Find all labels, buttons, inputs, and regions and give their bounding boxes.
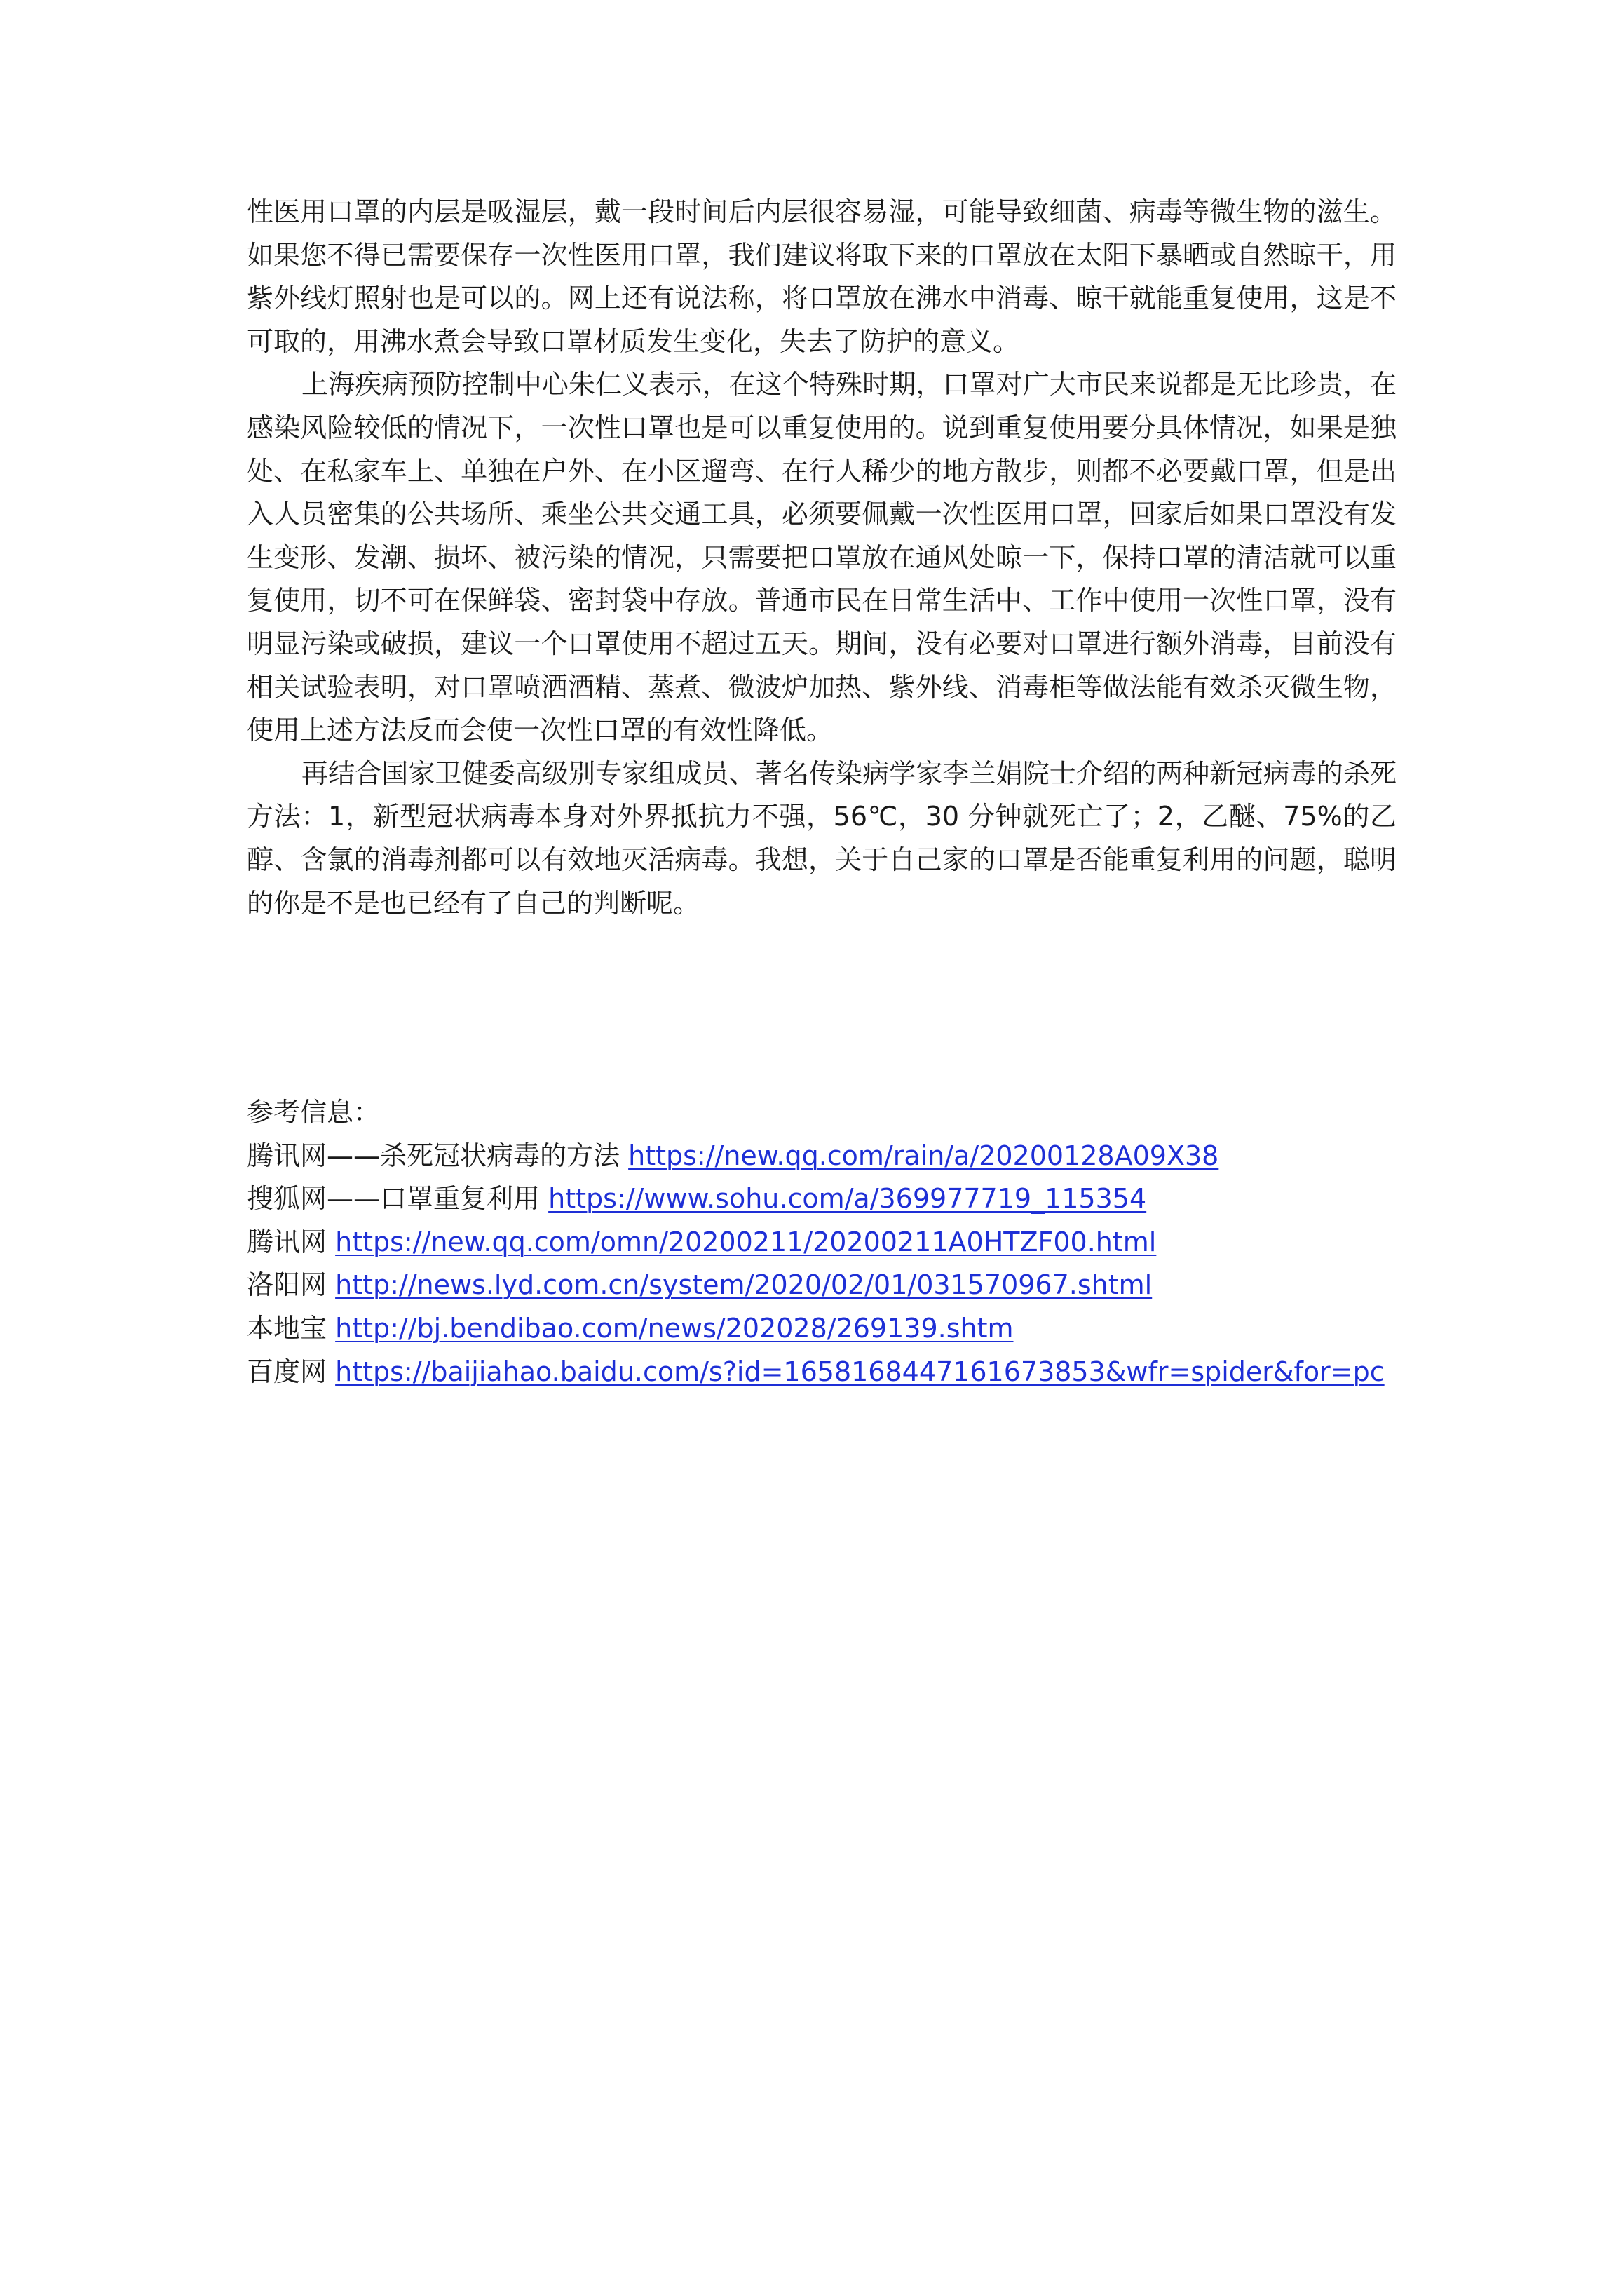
paragraph-mask-drying: 性医用口罩的内层是吸湿层，戴一段时间后内层很容易湿，可能导致细菌、病毒等微生物的滋生。如果您不得已需要保存一次性医用口罩，我们建议将取下来的口罩放在太阳下暴晒或自然晾干，用紫外线灯照射也是可以的。网上还有说法称，将口罩放在沸水中消毒、晾干就能重复使用，这是不可取的，用沸水煮会导致口罩材质发生变化，失去了防护的意义。 [247,196,1397,357]
reference-item [247,1135,1439,1178]
reference-item [247,1221,1439,1264]
reference-link[interactable]: https://baijiahao.baidu.com/s?id=1658168447161673853&wfr=spider&for=pc [335,1356,1385,1387]
reference-source: 搜狐网——口罩重复利用 [247,1183,541,1215]
reference-item [247,1264,1439,1307]
references-section [247,1091,1439,1393]
reference-link[interactable]: https://new.qq.com/rain/a/20200128A09X38 [628,1140,1219,1171]
reference-link[interactable]: https://new.qq.com/omn/20200211/20200211A0HTZF00.html [335,1226,1157,1257]
paragraph-virus-killing-methods: 再结合国家卫健委高级别专家组成员、著名传染病学家李兰娟院士介绍的两种新冠病毒的杀死方法：1，新型冠状病毒本身对外界抵抗力不强，56℃，30 分钟就死亡了；2，乙醚、75%的乙醇、含氯的消毒剂都可以有效地灭活病毒。我想，关于自己家的口罩是否能重复利用的问题，聪明的你是不是也已经有了自己的判断呢。 [247,757,1397,919]
reference-item [247,1307,1439,1351]
article-body [247,191,1397,925]
references-title: 参考信息： [247,1097,381,1128]
reference-link[interactable]: https://www.sohu.com/a/369977719_115354 [548,1183,1147,1215]
reference-item [247,1177,1439,1221]
reference-source: 腾讯网——杀死冠状病毒的方法 [247,1140,620,1171]
reference-source: 腾讯网 [247,1226,327,1257]
reference-source: 洛阳网 [247,1269,336,1301]
paragraph-shanghai-cdc: 上海疾病预防控制中心朱仁义表示，在这个特殊时期，口罩对广大市民来说都是无比珍贵，在感染风险较低的情况下，一次性口罩也是可以重复使用的。说到重复使用要分具体情况，如果是独处、在私家车上、单独在户外、在小区遛弯、在行人稀少的地方散步，则都不必要戴口罩，但是出入人员密集的公共场所、乘坐公共交通工具，必须要佩戴一次性医用口罩，回家后如果口罩没有发生变形、发潮、损坏、被污染的情况，只需要把口罩放在通风处晾一下，保持口罩的清洁就可以重复使用，切不可在保鲜袋、密封袋中存放。普通市民在日常生活中、工作中使用一次性口罩，没有明显污染或破损，建议一个口罩使用不超过五天。期间，没有必要对口罩进行额外消毒，目前没有相关试验表明，对口罩喷洒酒精、蒸煮、微波炉加热、紫外线、消毒柜等做法能有效杀灭微生物，使用上述方法反而会使一次性口罩的有效性降低。 [247,369,1397,746]
reference-link[interactable]: http://bj.bendibao.com/news/202028/269139.shtm [335,1312,1014,1344]
reference-source: 本地宝 [247,1312,327,1344]
reference-item [247,1351,1439,1394]
reference-source: 百度网 [247,1356,327,1387]
reference-link[interactable]: http://news.lyd.com.cn/system/2020/02/01/031570967.shtml [335,1269,1153,1301]
